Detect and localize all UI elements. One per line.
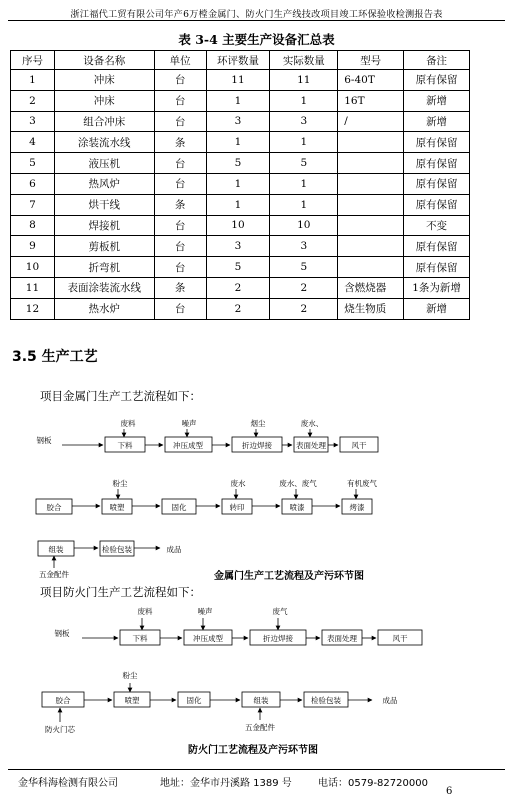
table-row [11, 132, 470, 153]
table-cell: / [338, 111, 404, 132]
table-cell: 原有保留 [404, 194, 470, 215]
table-cell: 16T [338, 90, 404, 111]
col-header: 单位 [154, 51, 206, 70]
table-cell [338, 173, 404, 194]
report-header: 浙江福代工贸有限公司年产6万樘金属门、防火门生产线技改项目竣工环保验收检测报告表 [70, 9, 443, 20]
table-row [11, 90, 470, 111]
table-cell [338, 132, 404, 153]
flow2-pollutant: 废气 [272, 607, 288, 616]
flow2-step: 表面处理 [327, 634, 357, 643]
table-cell: 2 [270, 298, 338, 319]
table-cell: 新增 [404, 90, 470, 111]
flow2-pollutant: 废料 [137, 607, 153, 616]
table-cell: 热风炉 [54, 173, 154, 194]
flow1-step: 烤漆 [349, 503, 365, 512]
flow1-step: 冲压成型 [173, 441, 203, 450]
table-cell: 涂装流水线 [54, 132, 154, 153]
table-row [11, 236, 470, 257]
table-cell: 原有保留 [404, 173, 470, 194]
table-row [11, 215, 470, 236]
table-cell: 1 [270, 173, 338, 194]
table-row [11, 111, 470, 132]
table-cell [338, 236, 404, 257]
flow2-step: 检验包装 [311, 696, 341, 705]
flow2-step: 组装 [253, 696, 269, 705]
table-cell: 条 [154, 277, 206, 298]
table-cell: 1 [270, 132, 338, 153]
footer-company: 金华科海检测有限公司 [18, 778, 118, 789]
table-cell: 10 [270, 215, 338, 236]
table-cell: 台 [154, 257, 206, 278]
flow2-caption: 防火门工艺流程及产污环节图 [188, 745, 318, 756]
table-cell: 9 [11, 236, 55, 257]
header-rule [8, 20, 505, 21]
flow1-hardware: 五金配件 [39, 570, 69, 579]
col-header: 备注 [404, 51, 470, 70]
table-cell: 1 [206, 132, 270, 153]
table-cell: 液压机 [54, 153, 154, 174]
table-cell: 原有保留 [404, 132, 470, 153]
table-cell [338, 153, 404, 174]
table-cell: 3 [11, 111, 55, 132]
table-cell: 6 [11, 173, 55, 194]
flow1-step: 检验包装 [102, 545, 132, 554]
flow2-step: 冲压成型 [193, 634, 223, 643]
table-cell: 5 [270, 153, 338, 174]
table-row [11, 153, 470, 174]
flow2-hardware: 五金配件 [245, 723, 275, 732]
table-cell: 2 [206, 298, 270, 319]
table-cell: 烘干线 [54, 194, 154, 215]
table-cell: 冲床 [54, 70, 154, 91]
table-cell: 台 [154, 153, 206, 174]
col-header: 型号 [338, 51, 404, 70]
flow1-step: 喷漆 [289, 503, 305, 512]
table-cell: 台 [154, 236, 206, 257]
table-cell: 5 [206, 257, 270, 278]
table-cell: 1 [206, 194, 270, 215]
table-cell: 台 [154, 173, 206, 194]
flow1-intro: 项目金属门生产工艺流程如下： [40, 389, 201, 403]
table-row [11, 298, 470, 319]
table-cell [338, 257, 404, 278]
flow2-intro: 项目防火门生产工艺流程如下： [40, 585, 201, 599]
table-cell: 原有保留 [404, 257, 470, 278]
table-cell: 2 [270, 277, 338, 298]
table-cell: 焊接机 [54, 215, 154, 236]
flow1-pollutant: 噪声 [181, 419, 197, 428]
table-cell: 11 [270, 70, 338, 91]
table-row [11, 173, 470, 194]
flow2-step: 下料 [132, 634, 148, 643]
table-title: 表 3-4 主要生产设备汇总表 [178, 32, 335, 47]
flow1-pollutant: 有机废气 [347, 479, 377, 488]
table-cell: 3 [270, 111, 338, 132]
flow1-step: 胶合 [46, 503, 62, 512]
table-cell: 台 [154, 111, 206, 132]
table-cell: 原有保留 [404, 153, 470, 174]
flow2-step: 喷塑 [124, 696, 140, 705]
flow1-pollutant: 废料 [120, 419, 136, 428]
equipment-table [10, 50, 470, 320]
table-row [11, 277, 470, 298]
table-row [11, 194, 470, 215]
table-cell: 2 [206, 277, 270, 298]
flow1-step: 组装 [48, 545, 64, 554]
flow1-pollutant: 废水、 [300, 419, 324, 428]
flow1-pollutant: 烟尘 [250, 419, 266, 428]
flow1-step: 下料 [117, 441, 133, 450]
table-cell: 11 [11, 277, 55, 298]
table-cell: 5 [11, 153, 55, 174]
table-cell: 12 [11, 298, 55, 319]
flow2-pollutant: 噪声 [197, 607, 213, 616]
table-cell: 烧生物质 [338, 298, 404, 319]
flow1-input: 钢板 [36, 436, 52, 445]
table-cell: 1 [270, 194, 338, 215]
flow1-step: 喷塑 [109, 503, 125, 512]
flow1-step: 转印 [229, 503, 245, 512]
table-cell: 1 [11, 70, 55, 91]
footer-address: 地址：金华市丹溪路 1389 号 [160, 778, 292, 789]
table-cell: 3 [206, 236, 270, 257]
section-title: 3.5 生产工艺 [12, 349, 98, 365]
flow1-diagram [0, 405, 513, 580]
col-header: 序号 [11, 51, 55, 70]
flow1-step: 折边焊接 [242, 441, 272, 450]
flow2-step: 折边焊接 [263, 634, 293, 643]
col-header: 实际数量 [270, 51, 338, 70]
table-cell: 1 [206, 90, 270, 111]
table-cell: 10 [206, 215, 270, 236]
table-cell: 1条为新增 [404, 277, 470, 298]
table-cell: 剪板机 [54, 236, 154, 257]
flow1-step: 固化 [171, 503, 187, 512]
page-number: 6 [446, 786, 453, 797]
flow2-step: 风干 [392, 634, 408, 643]
table-cell: 4 [11, 132, 55, 153]
flow2-step: 固化 [186, 696, 202, 705]
table-row [11, 70, 470, 91]
table-cell: 新增 [404, 298, 470, 319]
col-header: 设备名称 [54, 51, 154, 70]
table-cell: 组合冲床 [54, 111, 154, 132]
flow1-output: 成品 [166, 545, 182, 554]
table-cell: 台 [154, 70, 206, 91]
table-row [11, 257, 470, 278]
table-cell: 1 [206, 173, 270, 194]
table-cell: 7 [11, 194, 55, 215]
table-cell: 含燃烧器 [338, 277, 404, 298]
table-cell: 冲床 [54, 90, 154, 111]
table-cell: 1 [270, 90, 338, 111]
flow2-step: 胶合 [55, 696, 71, 705]
flow2-output: 成品 [382, 696, 398, 705]
flow1-step: 表面处理 [296, 441, 326, 450]
table-cell [338, 215, 404, 236]
table-cell: 新增 [404, 111, 470, 132]
table-cell: 台 [154, 90, 206, 111]
table-cell: 台 [154, 215, 206, 236]
flow1-pollutant: 粉尘 [112, 479, 128, 488]
table-cell: 原有保留 [404, 70, 470, 91]
table-cell: 5 [270, 257, 338, 278]
table-cell: 原有保留 [404, 236, 470, 257]
flow1-pollutant: 废水、废气 [279, 479, 317, 488]
flow1-caption: 金属门生产工艺流程及产污环节图 [214, 571, 364, 582]
table-cell: 6-40T [338, 70, 404, 91]
flow1-step: 风干 [351, 441, 367, 450]
table-cell: 5 [206, 153, 270, 174]
flow2-core: 防火门芯 [45, 725, 75, 734]
table-cell: 不变 [404, 215, 470, 236]
table-cell: 8 [11, 215, 55, 236]
table-cell: 3 [206, 111, 270, 132]
table-cell: 热水炉 [54, 298, 154, 319]
flow1-pollutant: 废水 [230, 479, 246, 488]
flow2-pollutant: 粉尘 [122, 671, 138, 680]
table-cell: 11 [206, 70, 270, 91]
table-header-row [11, 51, 470, 70]
table-cell: 3 [270, 236, 338, 257]
table-cell: 表面涂装流水线 [54, 277, 154, 298]
footer-phone: 电话：0579-82720000 [318, 778, 428, 789]
table-cell: 条 [154, 194, 206, 215]
flow2-input: 钢板 [54, 629, 70, 638]
col-header: 环评数量 [206, 51, 270, 70]
table-cell: 条 [154, 132, 206, 153]
table-cell [338, 194, 404, 215]
flow2-diagram [0, 598, 513, 743]
footer-rule [8, 769, 505, 770]
table-cell: 2 [11, 90, 55, 111]
table-cell: 10 [11, 257, 55, 278]
table-cell: 折弯机 [54, 257, 154, 278]
table-cell: 台 [154, 298, 206, 319]
